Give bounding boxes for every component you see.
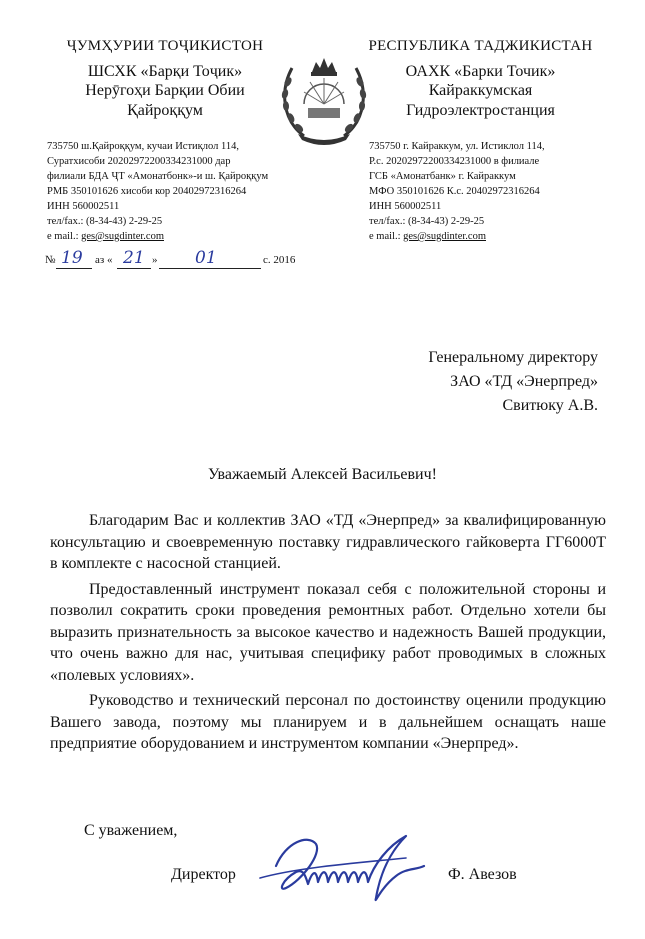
address-line: тел/fax.: (8-34-43) 2-29-25 (369, 216, 485, 227)
org-name-russian: ОАХК «Барки Точик» (405, 63, 556, 80)
address-line: РМБ 350101626 хисоби кор 20402972316264 (47, 186, 247, 197)
closing-regards: С уважением, (84, 822, 178, 839)
greeting: Уважаемый Алексей Васильевич! (208, 466, 437, 483)
org-line2-tajik: Нерӯгоҳи Барқии Обии (85, 82, 245, 99)
address-line: ИНН 560002511 (369, 201, 442, 212)
email-link[interactable]: ges@sugdinter.com (403, 231, 486, 242)
org-name-tajik: ШСХК «Барқи Тоҷик» (87, 63, 243, 80)
addressee-position: Генеральному директору (428, 349, 598, 366)
tajikistan-emblem-icon (274, 38, 374, 150)
address-line: ИНН 560002511 (47, 201, 120, 212)
email-label: e mail.: (47, 231, 82, 242)
address-line: Суратхисоби 20202972200334231000 дар (47, 156, 231, 167)
letter-body (50, 510, 606, 759)
number-label: № (45, 254, 56, 266)
address-line: 735750 г. Кайраккум, ул. Истиклол 114, (369, 141, 545, 152)
body-paragraph-3: Руководство и технический персонал по достоинству оценили продукцию Вашего завода, поэтому мы планируем и в дальнейшем оснащать наше предприятие оборудованием и инструментом компании «Энерпред». (50, 692, 606, 752)
addressee-name: Свитюку А.В. (502, 397, 598, 414)
email-label: e mail.: (369, 231, 404, 242)
email-link[interactable]: ges@sugdinter.com (81, 231, 164, 242)
country-name-tajik: ҶУМҲУРИИ ТОҶИКИСТОН (66, 38, 264, 54)
email-line (369, 229, 609, 244)
header-right (348, 38, 613, 121)
reference-number-line (45, 248, 305, 270)
addressee-company: ЗАО «ТД «Энерпред» (450, 373, 598, 390)
email-line (47, 229, 307, 244)
address-line: 735750 ш.Қайроққум, кучаи Истиқлол 114, (47, 141, 239, 152)
address-block-russian (369, 139, 609, 244)
month-value: 01 (195, 248, 217, 268)
country-name-russian: РЕСПУБЛИКА ТАДЖИКИСТАН (368, 38, 593, 54)
address-line: тел/fax.: (8-34-43) 2-29-25 (47, 216, 163, 227)
header-left (40, 38, 290, 121)
signer-name: Ф. Авезов (448, 866, 517, 883)
from-label: аз « (95, 254, 113, 266)
body-paragraph-2: Предоставленный инструмент показал себя с положительной стороны и позволил сократить сроки проведения ремонтных работ. Отдельно хотели бы выразить признательность за высокое качество и надежность Вашей продукции, что очень важно для нас, учитывая специфику работ проводимых в сложных «полевых условиях». (50, 580, 606, 684)
org-line3-russian: Гидроэлектростанция (406, 102, 555, 119)
day-value: 21 (123, 248, 145, 268)
body-paragraph-1: Благодарим Вас и коллектив ЗАО «ТД «Энерпред» за квалифицированную консультацию и своевременную поставку гидравлического гайковерта ГГ6000Т в комплекте с насосной станцией. (50, 512, 606, 572)
close-quote: » (152, 254, 158, 266)
number-value: 19 (61, 248, 83, 268)
address-line: МФО 350101626 К.с. 20402972316264 (369, 186, 540, 197)
address-line: Р.с. 20202972200334231000 в филиале (369, 156, 540, 167)
address-line: филиали БДА ҶТ «Амонатбонк»-и ш. Қайроққум (47, 171, 269, 182)
signer-title: Директор (171, 866, 236, 883)
org-line3-tajik: Қайроққум (127, 102, 203, 119)
address-line: ГСБ «Амонатбанк» г. Кайраккум (369, 171, 516, 182)
addressee-block (428, 346, 598, 418)
handwritten-signature-icon (256, 828, 432, 910)
address-block-tajik (47, 139, 307, 244)
year-label: с. 2016 (263, 254, 296, 266)
org-line2-russian: Кайраккумская (428, 82, 533, 99)
